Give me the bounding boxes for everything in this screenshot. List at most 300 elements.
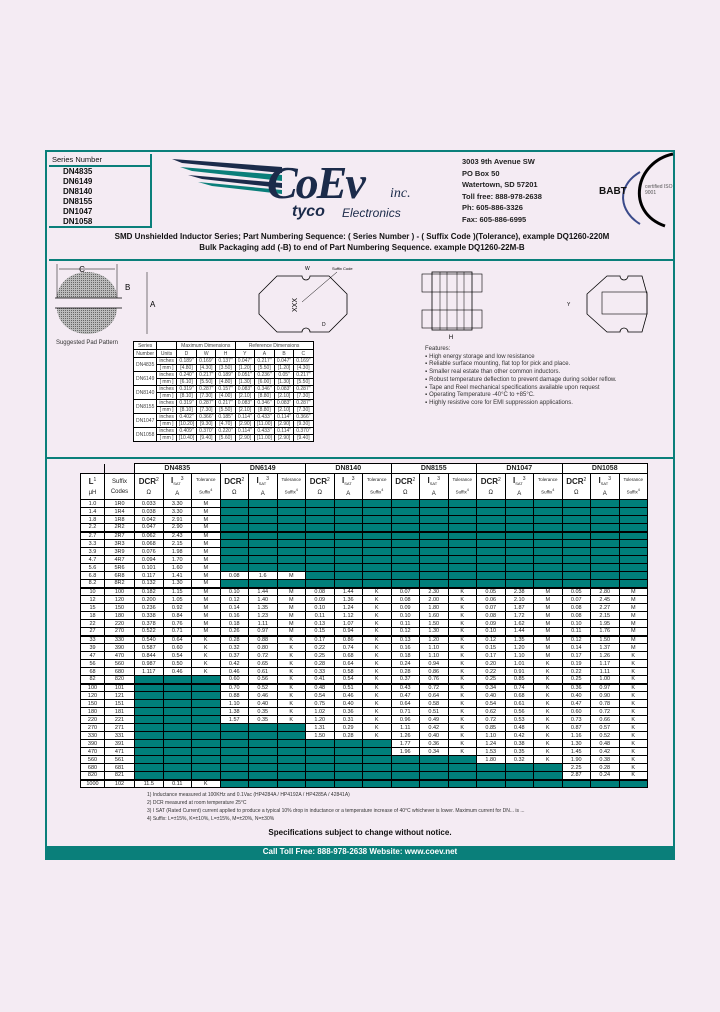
not-available-cell xyxy=(505,580,534,588)
dcr-value: 0.75 xyxy=(306,700,335,708)
isat-value: 1.10 xyxy=(420,652,449,660)
not-available-cell xyxy=(562,500,591,508)
tol-value: K xyxy=(448,724,477,732)
not-available-cell xyxy=(277,516,306,524)
tol-value: K xyxy=(448,692,477,700)
isat-value: 1.6 xyxy=(249,572,278,580)
inductance-value: 1000 xyxy=(81,780,105,788)
isat-value: 0.84 xyxy=(163,612,192,620)
dcr-value: 1.11 xyxy=(391,724,420,732)
dcr-header: DCR$^2$ Ω xyxy=(220,474,249,500)
suffix-code: 680 xyxy=(105,668,135,676)
datasheet-frame xyxy=(45,150,675,860)
dcr-value: 0.12 xyxy=(220,596,249,604)
inductance-value: 10 xyxy=(81,588,105,596)
dcr-value: 0.54 xyxy=(477,700,506,708)
not-available-cell xyxy=(477,764,506,772)
not-available-cell xyxy=(334,564,363,572)
suffix-code: 5R6 xyxy=(105,564,135,572)
not-available-cell xyxy=(163,756,192,764)
isat-value: 1.17 xyxy=(591,660,620,668)
dcr-value: 0.37 xyxy=(391,676,420,684)
isat-value: 1.60 xyxy=(163,564,192,572)
inductance-value: 2.7 xyxy=(81,532,105,540)
not-available-cell xyxy=(334,780,363,788)
suffix-code: 151 xyxy=(105,700,135,708)
dcr-value: 0.60 xyxy=(562,708,591,716)
isat-value: 1.50 xyxy=(420,620,449,628)
isat-value: 0.57 xyxy=(591,724,620,732)
not-available-cell xyxy=(505,516,534,524)
not-available-cell xyxy=(163,716,192,724)
dim-value-mm: [1.30] xyxy=(274,379,293,386)
tol-value: K xyxy=(534,740,563,748)
isat-value: 2.27 xyxy=(591,604,620,612)
tol-value: M xyxy=(619,644,648,652)
isat-value: 0.56 xyxy=(249,676,278,684)
not-available-cell xyxy=(477,564,506,572)
tol-value: K xyxy=(619,732,648,740)
isat-value: 0.28 xyxy=(334,732,363,740)
inductance-value: 27 xyxy=(81,628,105,636)
dimension-diagrams xyxy=(47,262,673,350)
isat-value: 0.52 xyxy=(591,732,620,740)
tol-value: K xyxy=(448,716,477,724)
tol-value: M xyxy=(192,532,221,540)
table-row xyxy=(81,524,648,532)
col-w: W xyxy=(197,350,216,358)
not-available-cell xyxy=(306,516,335,524)
isat-value: 0.49 xyxy=(420,716,449,724)
tol-value: M xyxy=(192,500,221,508)
iso-label: certified ISO 9001 xyxy=(645,184,673,196)
dim-value-inches: 0.287" xyxy=(197,386,216,393)
not-available-cell xyxy=(391,532,420,540)
not-available-cell xyxy=(306,780,335,788)
isat-value: 1.87 xyxy=(505,604,534,612)
feature-item: ▪ Robust temperature deflection to prevent damage during solder reflow. xyxy=(431,377,645,385)
isat-value: 0.61 xyxy=(505,700,534,708)
suffix-code: 1R0 xyxy=(105,500,135,508)
not-available-cell xyxy=(619,556,648,564)
isat-value: 0.50 xyxy=(163,660,192,668)
dcr-value: 0.08 xyxy=(306,588,335,596)
address-line: Watertown, SD 57201 xyxy=(462,180,538,189)
dim-label-c: C xyxy=(79,265,85,274)
isat-value: 0.85 xyxy=(505,676,534,684)
suffix-code: 820 xyxy=(105,676,135,684)
tol-value: K xyxy=(619,708,648,716)
isat-value: 0.88 xyxy=(249,636,278,644)
suffix-code: 560 xyxy=(105,660,135,668)
unit-label: [ mm ] xyxy=(157,379,176,386)
not-available-cell xyxy=(619,548,648,556)
not-available-cell xyxy=(334,500,363,508)
suffix-code: 180 xyxy=(105,612,135,620)
dim-value-inches: 0.189" xyxy=(176,358,196,365)
not-available-cell xyxy=(420,516,449,524)
babt-label: BABT xyxy=(599,186,627,197)
not-available-cell xyxy=(220,780,249,788)
isat-value: 0.97 xyxy=(591,684,620,692)
dim-value-inches: 0.169" xyxy=(197,358,216,365)
company-address xyxy=(462,156,542,225)
not-available-cell xyxy=(249,772,278,780)
dcr-value: 0.24 xyxy=(391,660,420,668)
isat-value: 0.56 xyxy=(505,708,534,716)
tolerance-header: Tolerance Suffix$^4$ xyxy=(448,474,477,500)
dim-value-inches: 0.236" xyxy=(255,372,275,379)
suffix-code: 2R7 xyxy=(105,532,135,540)
dim-value-mm: [7.30] xyxy=(294,407,313,414)
dim-value-mm: [8.10] xyxy=(176,393,196,400)
not-available-cell xyxy=(277,540,306,548)
tol-value: M xyxy=(277,572,306,580)
table-row xyxy=(81,588,648,596)
tol-value: K xyxy=(619,724,648,732)
not-available-cell xyxy=(192,700,221,708)
not-available-cell xyxy=(192,764,221,772)
not-available-cell xyxy=(135,716,164,724)
table-row xyxy=(81,660,648,668)
table-row xyxy=(81,532,648,540)
dcr-value: 0.09 xyxy=(306,596,335,604)
not-available-cell xyxy=(619,524,648,532)
not-available-cell xyxy=(534,548,563,556)
not-available-cell xyxy=(363,540,392,548)
tol-value: K xyxy=(619,652,648,660)
not-available-cell xyxy=(391,548,420,556)
isat-value: 0.38 xyxy=(591,756,620,764)
not-available-cell xyxy=(391,540,420,548)
dcr-value: 0.987 xyxy=(135,660,164,668)
not-available-cell xyxy=(135,732,164,740)
dcr-value: 0.094 xyxy=(135,556,164,564)
tol-value: K xyxy=(619,668,648,676)
suffix-code: 181 xyxy=(105,708,135,716)
not-available-cell xyxy=(306,772,335,780)
not-available-cell xyxy=(163,732,192,740)
brand-name: CoEv xyxy=(267,157,364,208)
not-available-cell xyxy=(363,556,392,564)
not-available-cell xyxy=(391,516,420,524)
not-available-cell xyxy=(420,548,449,556)
tol-value: K xyxy=(534,676,563,684)
isat-value: 0.40 xyxy=(334,700,363,708)
not-available-cell xyxy=(135,764,164,772)
inductance-value: 100 xyxy=(81,684,105,692)
not-available-cell xyxy=(391,772,420,780)
dim-value-inches: 0.220" xyxy=(216,428,235,435)
dim-value-inches: 0.047" xyxy=(235,358,254,365)
not-available-cell xyxy=(220,748,249,756)
dim-value-mm: [4.30] xyxy=(197,365,216,372)
not-available-cell xyxy=(591,580,620,588)
tol-value: K xyxy=(192,644,221,652)
isat-value: 1.26 xyxy=(591,652,620,660)
not-available-cell xyxy=(306,500,335,508)
tol-value: K xyxy=(363,612,392,620)
dcr-value: 0.11 xyxy=(562,628,591,636)
not-available-cell xyxy=(363,564,392,572)
footnote: 2) DCR measured at room temperature 25°C xyxy=(147,800,247,806)
not-available-cell xyxy=(135,708,164,716)
not-available-cell xyxy=(277,756,306,764)
footnote: 4) Suffix: L=±15%, K=±10%, L=±15%, M=±20%, N=±30% xyxy=(147,816,275,822)
unit-label: inches xyxy=(157,400,176,407)
dim-value-mm: [2.10] xyxy=(235,393,254,400)
not-available-cell xyxy=(420,564,449,572)
dim-series: DN6149 xyxy=(134,372,157,386)
not-available-cell xyxy=(505,572,534,580)
tol-value: M xyxy=(192,628,221,636)
isat-value: 1.01 xyxy=(505,660,534,668)
dcr-value: 0.08 xyxy=(562,604,591,612)
dcr-value: 0.47 xyxy=(562,700,591,708)
footer-contact: Call Toll Free: 888-978-2638 Website: www.coev.net xyxy=(47,846,673,858)
fax: Fax: 605-886-6995 xyxy=(462,214,527,224)
dcr-value: 0.15 xyxy=(477,644,506,652)
tol-value: K xyxy=(534,660,563,668)
tol-value: K xyxy=(534,692,563,700)
tol-value: K xyxy=(619,716,648,724)
isat-value: 0.51 xyxy=(334,684,363,692)
not-available-cell xyxy=(420,556,449,564)
dcr-value: 0.18 xyxy=(220,620,249,628)
not-available-cell xyxy=(477,548,506,556)
dcr-value: 0.25 xyxy=(562,676,591,684)
not-available-cell xyxy=(505,500,534,508)
not-available-cell xyxy=(249,740,278,748)
tol-value: M xyxy=(619,596,648,604)
dim-value-mm: [5.60] xyxy=(216,435,235,442)
dcr-value: 0.08 xyxy=(477,612,506,620)
isat-value: 0.31 xyxy=(334,716,363,724)
isat-value: 0.35 xyxy=(249,708,278,716)
tol-value: M xyxy=(192,588,221,596)
tol-value: M xyxy=(534,596,563,604)
dim-value-mm: [7.30] xyxy=(197,393,216,400)
dim-value-mm: [5.50] xyxy=(216,407,235,414)
dcr-value: 0.378 xyxy=(135,620,164,628)
tol-value: K xyxy=(192,660,221,668)
not-available-cell xyxy=(249,732,278,740)
tol-value: K xyxy=(534,700,563,708)
tol-value: K xyxy=(192,780,221,788)
dcr-value: 1.77 xyxy=(391,740,420,748)
not-available-cell xyxy=(562,564,591,572)
dcr-value: 0.07 xyxy=(477,604,506,612)
not-available-cell xyxy=(534,540,563,548)
tol-value: K xyxy=(277,652,306,660)
isat-value: 1.62 xyxy=(505,620,534,628)
tol-value: M xyxy=(192,556,221,564)
not-available-cell xyxy=(220,524,249,532)
inductance-header: $L^1$ µH xyxy=(81,474,105,500)
not-available-cell xyxy=(135,740,164,748)
dim-value-inches: 0.370" xyxy=(197,428,216,435)
tol-value: M xyxy=(192,580,221,588)
not-available-cell xyxy=(306,572,335,580)
top-view-diagram xyxy=(259,266,353,332)
dim-value-inches: 0.346" xyxy=(255,386,275,393)
suffix-code: 471 xyxy=(105,748,135,756)
dimensions-table xyxy=(133,341,314,442)
dcr-value: 0.41 xyxy=(306,676,335,684)
not-available-cell xyxy=(135,748,164,756)
tol-value: M xyxy=(192,564,221,572)
not-available-cell xyxy=(363,524,392,532)
dim-value-mm: [2.90] xyxy=(235,435,254,442)
not-available-cell xyxy=(135,700,164,708)
not-available-cell xyxy=(505,524,534,532)
not-available-cell xyxy=(619,780,648,788)
not-available-cell xyxy=(249,524,278,532)
dcr-value: 0.08 xyxy=(391,596,420,604)
isat-value: 0.94 xyxy=(420,660,449,668)
not-available-cell xyxy=(591,564,620,572)
dcr-value: 0.12 xyxy=(562,636,591,644)
isat-value: 2.10 xyxy=(505,596,534,604)
dcr-value: 0.16 xyxy=(391,644,420,652)
babt-certification-logo xyxy=(595,152,675,228)
not-available-cell xyxy=(363,580,392,588)
inductance-value: 6.8 xyxy=(81,572,105,580)
dcr-value: 1.10 xyxy=(477,732,506,740)
not-available-cell xyxy=(220,516,249,524)
not-available-cell xyxy=(277,508,306,516)
not-available-cell xyxy=(249,548,278,556)
col-a: A xyxy=(255,350,275,358)
isat-value: 0.66 xyxy=(591,716,620,724)
isat-value: 0.65 xyxy=(249,660,278,668)
suffix-code: 270 xyxy=(105,628,135,636)
tol-value: K xyxy=(363,708,392,716)
not-available-cell xyxy=(334,572,363,580)
dim-value-inches: 0.114" xyxy=(274,414,293,421)
inductance-value: 8.2 xyxy=(81,580,105,588)
isat-value: 1.30 xyxy=(163,580,192,588)
tol-value: K xyxy=(363,588,392,596)
not-available-cell xyxy=(591,780,620,788)
not-available-cell xyxy=(477,516,506,524)
not-available-cell xyxy=(249,756,278,764)
dcr-value: 0.17 xyxy=(306,636,335,644)
col-c: C xyxy=(294,350,313,358)
not-available-cell xyxy=(277,732,306,740)
inductance-value: 120 xyxy=(81,692,105,700)
dim-value-mm: [10.40] xyxy=(176,435,196,442)
tol-value: K xyxy=(277,636,306,644)
dim-value-inches: 0.287" xyxy=(197,400,216,407)
not-available-cell xyxy=(306,540,335,548)
isat-value: 2.45 xyxy=(591,596,620,604)
not-available-cell xyxy=(163,724,192,732)
not-available-cell xyxy=(505,772,534,780)
series-item: DN1058 xyxy=(63,217,93,226)
series-header: DN8140 xyxy=(306,464,392,474)
isat-value: 0.40 xyxy=(420,732,449,740)
dim-series: DN1047 xyxy=(134,414,157,428)
inductance-value: 560 xyxy=(81,756,105,764)
dcr-value: 0.117 xyxy=(135,572,164,580)
not-available-cell xyxy=(277,564,306,572)
dcr-value: 0.033 xyxy=(135,500,164,508)
not-available-cell xyxy=(334,524,363,532)
dim-value-mm: [11.00] xyxy=(255,421,275,428)
dim-value-inches: 0.083" xyxy=(235,386,254,393)
not-available-cell xyxy=(334,556,363,564)
dcr-value: 0.20 xyxy=(477,660,506,668)
tol-value: K xyxy=(192,636,221,644)
not-available-cell xyxy=(619,516,648,524)
tol-value: M xyxy=(534,604,563,612)
not-available-cell xyxy=(277,764,306,772)
not-available-cell xyxy=(448,548,477,556)
not-available-cell xyxy=(448,532,477,540)
dim-value-inches: 0.083" xyxy=(274,386,293,393)
dim-value-mm: [7.30] xyxy=(197,407,216,414)
dcr-value: 1.50 xyxy=(306,732,335,740)
isat-value: 0.86 xyxy=(420,668,449,676)
tol-value: K xyxy=(363,604,392,612)
not-available-cell xyxy=(420,540,449,548)
table-row xyxy=(81,572,648,580)
dim-row xyxy=(134,386,314,393)
dim-row xyxy=(134,414,314,421)
isat-value: 1.20 xyxy=(420,636,449,644)
dcr-value: 0.10 xyxy=(477,628,506,636)
not-available-cell xyxy=(192,676,221,684)
not-available-cell xyxy=(505,780,534,788)
isat-value: 0.76 xyxy=(420,676,449,684)
tol-value: K xyxy=(619,756,648,764)
dcr-value: 1.38 xyxy=(220,708,249,716)
not-available-cell xyxy=(363,508,392,516)
inductance-value: 470 xyxy=(81,748,105,756)
dcr-value: 2.25 xyxy=(562,764,591,772)
table-row xyxy=(81,644,648,652)
not-available-cell xyxy=(391,580,420,588)
table-row xyxy=(81,620,648,628)
not-available-cell xyxy=(534,572,563,580)
unit-label: [ mm ] xyxy=(157,393,176,400)
tol-value: K xyxy=(448,620,477,628)
tyco-logo: tyco xyxy=(292,203,325,220)
dim-value-mm: [1.30] xyxy=(235,379,254,386)
tol-value: M xyxy=(277,588,306,596)
isat-value: 1.36 xyxy=(334,596,363,604)
dim-value-mm: [4.70] xyxy=(216,421,235,428)
dim-value-mm: [2.90] xyxy=(235,421,254,428)
series-header: DN1047 xyxy=(477,464,563,474)
tol-value: M xyxy=(277,596,306,604)
dcr-value: 0.07 xyxy=(562,596,591,604)
dcr-value: 0.08 xyxy=(220,572,249,580)
tol-value: K xyxy=(448,700,477,708)
unit-label: inches xyxy=(157,386,176,393)
table-row xyxy=(81,604,648,612)
dim-value-inches: 0.169" xyxy=(294,358,313,365)
not-available-cell xyxy=(591,548,620,556)
isat-value: 0.28 xyxy=(591,764,620,772)
isat-value: 1.05 xyxy=(163,596,192,604)
dim-value-inches: 0.366" xyxy=(294,414,313,421)
dcr-value: 0.587 xyxy=(135,644,164,652)
isat-value: 0.48 xyxy=(591,740,620,748)
dim-value-mm: [5.50] xyxy=(294,379,313,386)
not-available-cell xyxy=(306,548,335,556)
